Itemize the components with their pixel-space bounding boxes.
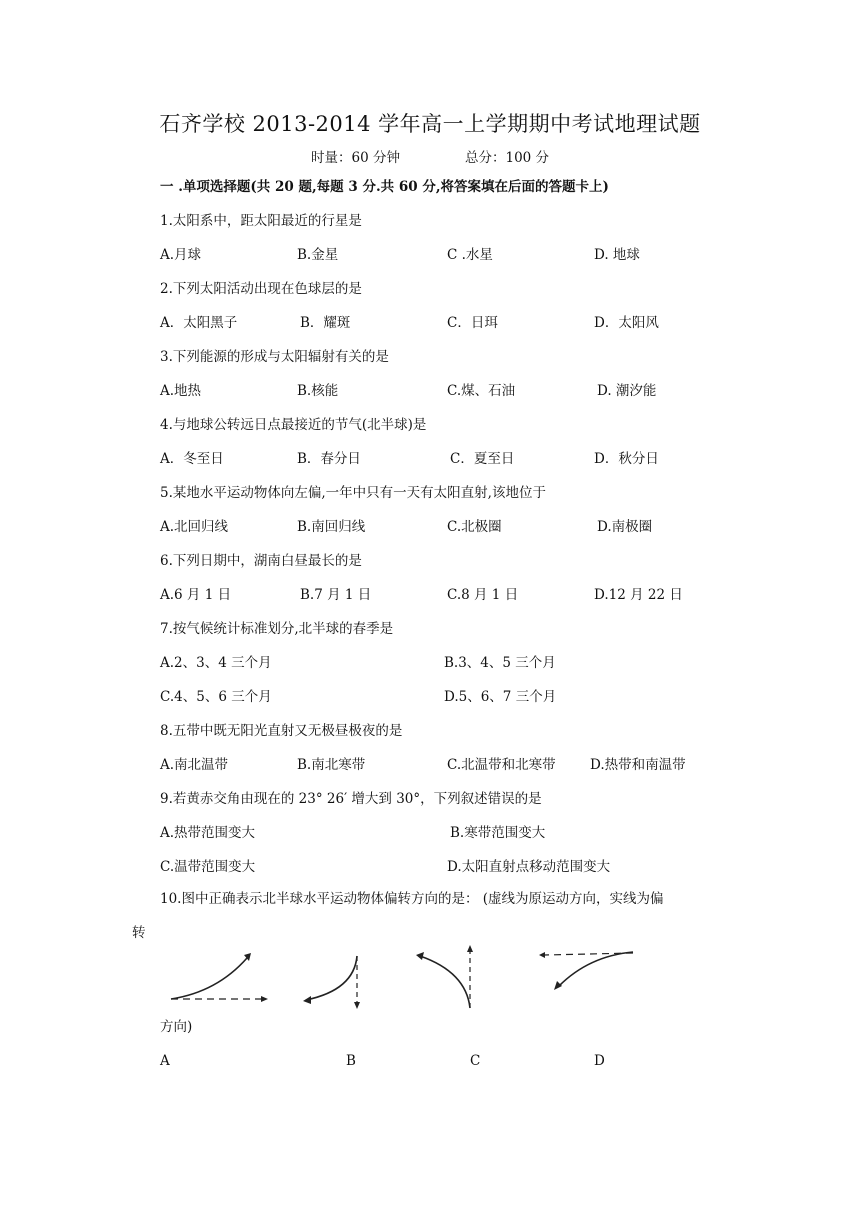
score-label: 总分：100 分 <box>465 150 550 166</box>
question-8-stem: 8.五带中既无阳光直射又无极昼极夜的是 <box>160 723 403 739</box>
time-label: 时量：60 分钟 <box>311 150 400 166</box>
question-2-option-a: A．太阳黑子 <box>160 315 238 331</box>
question-5-option-a: A.北回归线 <box>160 519 229 535</box>
question-10-option-c: C <box>470 1053 481 1069</box>
question-1-option-a: A.月球 <box>160 247 202 263</box>
question-2-option-d: D．太阳风 <box>594 315 659 331</box>
question-8-option-a: A.南北温带 <box>160 757 229 773</box>
curved-arrow-up-icon <box>300 950 370 1010</box>
question-1-option-d: D. 地球 <box>594 247 640 263</box>
question-6-option-c: C.8 月 1 日 <box>447 587 519 603</box>
question-9-option-b: B.寒带范围变大 <box>450 825 546 841</box>
question-4-option-b: B．春分日 <box>297 451 361 467</box>
question-7-option-c: C.4、5、6 三个月 <box>160 689 272 705</box>
question-6-option-d: D.12 月 22 日 <box>594 587 683 603</box>
question-2-option-c: C．日珥 <box>447 315 498 331</box>
question-1-option-b: B.金星 <box>297 247 339 263</box>
question-9-option-c: C.温带范围变大 <box>160 859 256 875</box>
question-10-option-b: B <box>346 1053 356 1069</box>
section-heading: 一 .单项选择题(共 20 题,每题 3 分.共 60 分,将答案填在后面的答题卡上) <box>160 179 609 195</box>
question-10-stem: 10.图中正确表示北半球水平运动物体偏转方向的是： (虚线为原运动方向，实线为偏 <box>160 891 664 907</box>
question-7-option-b: B.3、4、5 三个月 <box>444 655 556 671</box>
question-1-stem: 1.太阳系中，距太阳最近的行星是 <box>160 213 362 229</box>
question-10-option-a: A <box>160 1053 170 1069</box>
question-8-option-c: C.北温带和北寒带 <box>447 757 556 773</box>
question-1-option-c: C .水星 <box>447 247 493 263</box>
question-9-option-d: D.太阳直射点移动范围变大 <box>447 859 611 875</box>
question-5-option-b: B.南回归线 <box>297 519 366 535</box>
curved-arrow-left-icon <box>535 944 640 994</box>
question-4-option-d: D．秋分日 <box>594 451 659 467</box>
question-8-option-d: D.热带和南温带 <box>590 757 686 773</box>
question-6-option-b: B.7 月 1 日 <box>300 587 372 603</box>
question-8-option-b: B.南北寒带 <box>297 757 366 773</box>
question-2-stem: 2.下列太阳活动出现在色球层的是 <box>160 281 362 297</box>
question-5-stem: 5.某地水平运动物体向左偏,一年中只有一天有太阳直射,该地位于 <box>160 485 546 501</box>
question-10-stem-wrap: 转 <box>132 925 146 941</box>
question-9-option-a: A.热带范围变大 <box>160 825 256 841</box>
question-7-stem: 7.按气候统计标准划分,北半球的春季是 <box>160 621 394 637</box>
question-6-option-a: A.6 月 1 日 <box>160 587 232 603</box>
question-3-option-d: D. 潮汐能 <box>597 383 657 399</box>
question-3-option-b: B.核能 <box>297 383 339 399</box>
question-9-stem: 9.若黄赤交角由现在的 23° 26′ 增大到 30°，下列叙述错误的是 <box>160 791 542 807</box>
curved-arrow-down-icon <box>412 942 482 1012</box>
question-2-option-b: B．耀斑 <box>300 315 351 331</box>
question-7-option-a: A.2、3、4 三个月 <box>160 655 272 671</box>
question-10-stem-end: 方向) <box>160 1019 193 1035</box>
question-5-option-d: D.南极圈 <box>597 519 653 535</box>
page-title: 石齐学校 2013-2014 学年高一上学期期中考试地理试题 <box>159 112 701 136</box>
question-4-option-a: A．冬至日 <box>160 451 224 467</box>
question-3-option-a: A.地热 <box>160 383 202 399</box>
question-3-stem: 3.下列能源的形成与太阳辐射有关的是 <box>160 349 389 365</box>
curved-arrow-up-right-icon <box>165 950 270 1008</box>
question-4-stem: 4.与地球公转远日点最接近的节气(北半球)是 <box>160 417 427 433</box>
question-3-option-c: C.煤、石油 <box>447 383 516 399</box>
question-10-option-d: D <box>594 1053 605 1069</box>
question-7-option-d: D.5、6、7 三个月 <box>444 689 557 705</box>
question-4-option-c: C．夏至日 <box>450 451 515 467</box>
question-5-option-c: C.北极圈 <box>447 519 502 535</box>
question-6-stem: 6.下列日期中，湖南白昼最长的是 <box>160 553 362 569</box>
